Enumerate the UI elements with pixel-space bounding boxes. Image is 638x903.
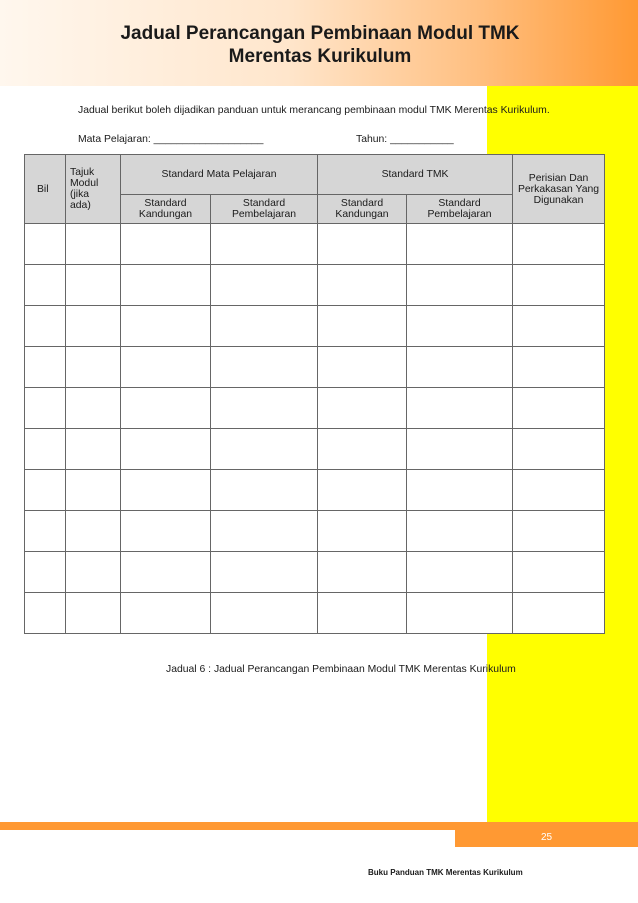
- table-row: [25, 552, 605, 593]
- table-row: [25, 306, 605, 347]
- table-cell[interactable]: [25, 306, 66, 347]
- table-cell[interactable]: [25, 552, 66, 593]
- table-cell[interactable]: [513, 593, 605, 634]
- table-cell[interactable]: [318, 429, 407, 470]
- table-cell[interactable]: [66, 347, 121, 388]
- table-cell[interactable]: [25, 511, 66, 552]
- table-cell[interactable]: [121, 306, 211, 347]
- table-cell[interactable]: [211, 347, 318, 388]
- table-cell[interactable]: [513, 388, 605, 429]
- table-cell[interactable]: [25, 593, 66, 634]
- table-cell[interactable]: [66, 306, 121, 347]
- col-header-learning-standard-2: Standard Pembelajaran: [407, 195, 513, 224]
- table-cell[interactable]: [121, 429, 211, 470]
- table-cell[interactable]: [318, 306, 407, 347]
- table-cell[interactable]: [25, 470, 66, 511]
- footer-book-title: Buku Panduan TMK Merentas Kurikulum: [368, 868, 523, 877]
- table-cell[interactable]: [407, 470, 513, 511]
- table-cell[interactable]: [318, 224, 407, 265]
- table-row: [25, 511, 605, 552]
- table-cell[interactable]: [121, 511, 211, 552]
- table-cell[interactable]: [318, 552, 407, 593]
- table-cell[interactable]: [513, 306, 605, 347]
- table-cell[interactable]: [407, 224, 513, 265]
- page-title: [60, 22, 580, 68]
- table-cell[interactable]: [211, 552, 318, 593]
- table-cell[interactable]: [121, 552, 211, 593]
- table-cell[interactable]: [407, 306, 513, 347]
- table-cell[interactable]: [211, 429, 318, 470]
- subject-field: Mata Pelajaran: ___________________: [78, 134, 264, 145]
- table-cell[interactable]: [121, 224, 211, 265]
- table-cell[interactable]: [318, 388, 407, 429]
- table-cell[interactable]: [121, 265, 211, 306]
- table-cell[interactable]: [211, 593, 318, 634]
- table-cell[interactable]: [211, 265, 318, 306]
- table-cell[interactable]: [121, 347, 211, 388]
- intro-text: Jadual berikut boleh dijadikan panduan untuk merancang pembinaan modul TMK Merentas Kurikulum.: [78, 105, 550, 116]
- table-row: [25, 593, 605, 634]
- table-cell[interactable]: [513, 347, 605, 388]
- table-cell[interactable]: [66, 224, 121, 265]
- table-cell[interactable]: [513, 265, 605, 306]
- col-header-content-standard-1: Standard Kandungan: [121, 195, 211, 224]
- table-cell[interactable]: [25, 347, 66, 388]
- table-cell[interactable]: [211, 470, 318, 511]
- table-cell[interactable]: [407, 552, 513, 593]
- table-row: [25, 224, 605, 265]
- table-cell[interactable]: [25, 265, 66, 306]
- table-cell[interactable]: [513, 470, 605, 511]
- table-cell[interactable]: [407, 511, 513, 552]
- table-body: [25, 224, 605, 634]
- table-cell[interactable]: [66, 511, 121, 552]
- table-cell[interactable]: [318, 511, 407, 552]
- table-cell[interactable]: [318, 470, 407, 511]
- table-cell[interactable]: [211, 306, 318, 347]
- table-cell[interactable]: [211, 224, 318, 265]
- col-header-software: Perisian Dan Perkakasan Yang Digunakan: [513, 155, 605, 224]
- table-cell[interactable]: [318, 265, 407, 306]
- table-cell[interactable]: [25, 388, 66, 429]
- table-cell[interactable]: [121, 388, 211, 429]
- table-cell[interactable]: [25, 224, 66, 265]
- table-cell[interactable]: [407, 429, 513, 470]
- table-cell[interactable]: [318, 593, 407, 634]
- table-cell[interactable]: [407, 388, 513, 429]
- table-cell[interactable]: [513, 224, 605, 265]
- col-header-learning-standard-1: Standard Pembelajaran: [211, 195, 318, 224]
- table-cell[interactable]: [66, 552, 121, 593]
- table-cell[interactable]: [121, 593, 211, 634]
- page-title-line1: Jadual Perancangan Pembinaan Modul TMK: [120, 23, 520, 44]
- table-cell[interactable]: [318, 347, 407, 388]
- table-cell[interactable]: [513, 429, 605, 470]
- table-cell[interactable]: [407, 265, 513, 306]
- table-cell[interactable]: [407, 593, 513, 634]
- table-cell[interactable]: [25, 429, 66, 470]
- table-cell[interactable]: [513, 552, 605, 593]
- col-header-tmk-standard: Standard TMK: [318, 155, 513, 195]
- page-title-line2: Merentas Kurikulum: [228, 46, 412, 67]
- page-number: 25: [455, 829, 638, 847]
- table-cell[interactable]: [211, 511, 318, 552]
- table-row: [25, 347, 605, 388]
- table-cell[interactable]: [513, 511, 605, 552]
- table-row: [25, 470, 605, 511]
- table-cell[interactable]: [66, 429, 121, 470]
- table-cell[interactable]: [66, 470, 121, 511]
- year-field: Tahun: ___________: [356, 134, 454, 145]
- col-header-subject-standard: Standard Mata Pelajaran: [121, 155, 318, 195]
- table-cell[interactable]: [66, 593, 121, 634]
- table-cell[interactable]: [66, 265, 121, 306]
- table-cell[interactable]: [121, 470, 211, 511]
- col-header-bil: Bil: [25, 155, 66, 224]
- col-header-tajuk: Tajuk Modul (jika ada): [66, 155, 121, 224]
- planning-table: [24, 154, 605, 634]
- col-header-content-standard-2: Standard Kandungan: [318, 195, 407, 224]
- table-cell[interactable]: [407, 347, 513, 388]
- table-row: [25, 429, 605, 470]
- table-row: [25, 388, 605, 429]
- table-caption: Jadual 6 : Jadual Perancangan Pembinaan Modul TMK Merentas Kurikulum: [166, 664, 516, 675]
- table-cell[interactable]: [66, 388, 121, 429]
- table-cell[interactable]: [211, 388, 318, 429]
- table-row: [25, 265, 605, 306]
